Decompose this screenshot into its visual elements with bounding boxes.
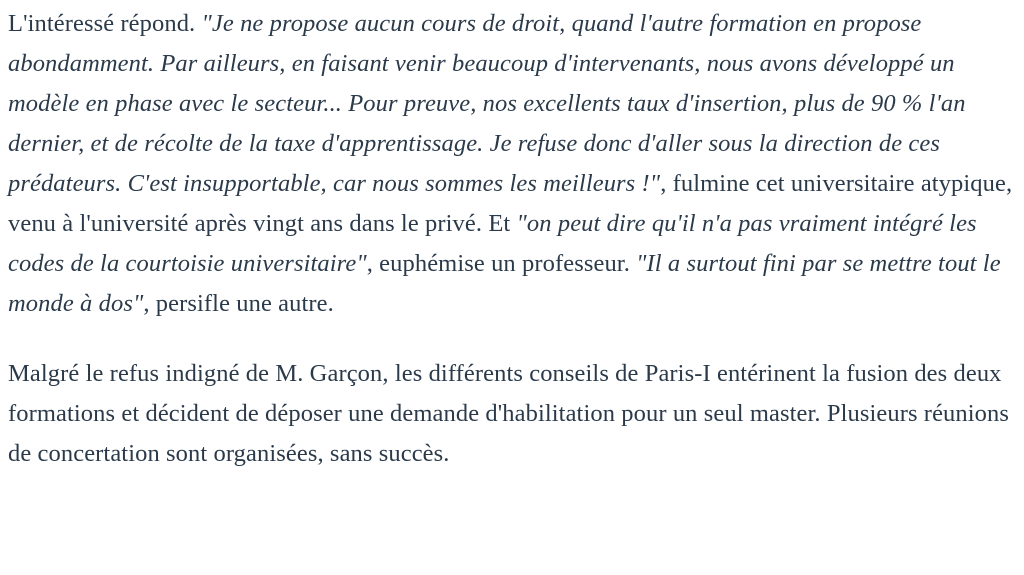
body-text: , euphémise un professeur.	[366, 250, 637, 277]
paragraph-2	[8, 354, 1016, 474]
body-text: L'intéressé répond.	[8, 10, 202, 37]
body-text: , persifle une autre.	[143, 290, 334, 317]
pull-quote: "on peut dire qu'il n'a pas vraiment intégré les codes de la courtoisie universitaire"	[8, 210, 977, 277]
body-text: , fulmine cet universitaire atypique, venu à l'université après vingt ans dans le privé. Et	[8, 170, 1013, 237]
pull-quote: "Je ne propose aucun cours de droit, quand l'autre formation en propose abondamment. Par ailleurs, en faisant venir beaucoup d'intervenants, nous avons développé un modèle en phase avec le secteur... Pour preuve, nos excellents taux d'insertion, plus de 90 % l'an dernier, et de récolte de la taxe d'apprentissage. Je refuse donc d'aller sous la direction de ces prédateurs. C'est insupportable, car nous sommes les meilleurs !"	[8, 10, 966, 197]
paragraph-list	[8, 4, 1016, 474]
paragraph-1	[8, 4, 1016, 324]
pull-quote: "Il a surtout fini par se mettre tout le monde à dos"	[8, 250, 1001, 317]
body-text: Malgré le refus indigné de M. Garçon, les différents conseils de Paris-I entérinent la fusion des deux formations et décident de déposer une demande d'habilitation pour un seul master. Plusieurs réunions de concertation sont organisées, sans succès.	[8, 360, 1009, 467]
